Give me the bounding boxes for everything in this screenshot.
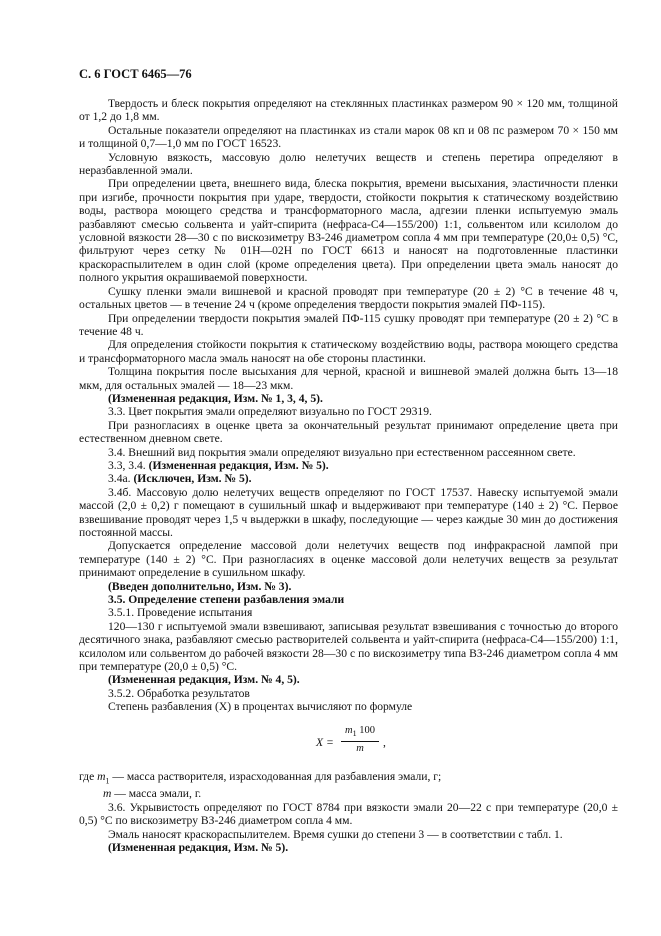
paragraph: 3.6. Укрывистость определяют по ГОСТ 8784 при вязкости эмали 20—22 с при температуре (20,0 ± 0,5) °С по вискозиметру ВЗ-246 диаметром сопла 4 мм.	[79, 800, 618, 828]
amendment-note	[79, 472, 618, 485]
subscript: 1	[105, 776, 110, 785]
paragraph: При определении твердости покрытия эмалей ПФ-115 сушку проводят при температуре (20 ± 2) °С в течение 48 ч.	[79, 311, 618, 338]
paragraph: Сушку пленки эмали вишневой и красной проводят при температуре (20 ± 2) °С в течение 48 ч, остальных цветов — в течение 24 ч (кроме определения твердости покрытия эмалей ПФ-115).	[79, 284, 618, 312]
paragraph: Толщина покрытия после высыхания для черной, красной и вишневой эмалей должна быть 13—18 мкм, для остальных эмалей — 18—23 мкм.	[79, 365, 618, 392]
bold-note: (Измененная редакция, Изм. № 5).	[108, 841, 289, 855]
page-header: С. 6 ГОСТ 6465—76	[79, 67, 192, 81]
legend-symbol: m	[97, 769, 106, 783]
note-text: (Измененная редакция, Изм. № 5).	[148, 458, 329, 472]
bold-note: (Измененная редакция, Изм. № 4, 5).	[108, 673, 300, 687]
formula-numerator	[341, 724, 379, 743]
paragraph: 120—130 г испытуемой эмали взвешивают, записывая результат взвешивания с точностью до второго десятичного знака, разбавляют смесью растворителей сольвента и уайт-спирита (нефраса-С4—155/200) 1:1, ксилолом или сольвентом до рабочей вязкости 28—30 с по вискозиметру типа ВЗ-246 диаметром сопла 4 мм при температуре (20,0 ± 0,5) °С.	[79, 619, 618, 674]
formula-comma: ,	[383, 735, 386, 749]
paragraph: 3.4. Внешний вид покрытия эмали определяют визуально при естественном рассеянном свете.	[108, 445, 576, 459]
note-number: 3.4а.	[108, 472, 134, 486]
paragraph: Твердость и блеск покрытия определяют на стеклянных пластинках размером 90 × 120 мм, толщиной от 1,2 до 1,8 мм.	[79, 97, 618, 124]
paragraph: При определении цвета, внешнего вида, блеска покрытия, времени высыхания, эластичности пленки при изгибе, прочности покрытия при ударе, твердости, стойкости покрытия к статическому воздействию воды, раствора моющего средства и трансформаторного масла, адгезии пленки испытуемую эмаль разбавляют смесью сольвента и уайт-спирита (нефраса-С4—155/200) 1:1, сольвентом или ксилолом до условной вязкости 28—30 с по вискозиметру ВЗ-246 диаметром сопла 4 мм при температуре (20,0± 0,5) °С, фильтруют через сетку № 01Н—02Н по ГОСТ 6613 и наносят на подготовленные пластинки краскораспылителем в один слой (кроме определения цвета). При определении цвета эмаль наносят до полного укрытия окрашиваемой поверхности.	[79, 177, 618, 285]
legend-text: — масса растворителя, израсходованная для разбавления эмали, г;	[109, 769, 442, 783]
legend-text: — масса эмали, г.	[111, 787, 202, 801]
legend-line	[79, 770, 618, 788]
paragraph: Степень разбавления (X) в процентах вычисляют по формуле	[108, 700, 413, 714]
formula-fraction	[341, 724, 379, 756]
paragraph: 3.5.2. Обработка результатов	[108, 686, 250, 700]
paragraph: 3.5.1. Проведение испытания	[108, 606, 253, 620]
document-body	[79, 97, 618, 854]
paragraph: Эмаль наносят краскораспылителем. Время сушки до степени 3 — в соответствии с табл. 1.	[108, 827, 563, 841]
note-number: 3.3, 3.4.	[108, 458, 149, 472]
var-m: m	[345, 724, 353, 736]
paragraph: Допускается определение массовой доли нелетучих веществ под инфракрасной лампой при температуре (140 ± 2) °С. При разногласиях в оценке массовой доли нелетучих веществ за результат принимают определение в сушильном шкафу.	[79, 539, 618, 580]
amendment-note	[79, 459, 618, 472]
formula	[79, 714, 618, 770]
legend-symbol: m	[103, 787, 112, 801]
number: 100	[356, 724, 375, 736]
subscript: 1	[352, 728, 357, 738]
bold-note: (Измененная редакция, Изм. № 1, 3, 4, 5).	[108, 391, 323, 405]
paragraph: Условную вязкость, массовую долю нелетучих веществ и степень перетира определяют в неразбавленной эмали.	[79, 150, 618, 178]
paragraph: 3.3. Цвет покрытия эмали определяют визуально по ГОСТ 29319.	[108, 405, 432, 419]
formula-lhs: X =	[316, 735, 334, 749]
paragraph: 3.4б. Массовую долю нелетучих веществ определяют по ГОСТ 17537. Навеску испытуемой эмали массой (2,0 ± 0,2) г помещают в сушильный шкаф и выдерживают при температуре (140 ± 2) °С. Первое взвешивание проводят через 1,5 ч выдержки в шкафу, последующие — через каждые 30 мин до достижения постоянной массы.	[79, 485, 618, 539]
legend-lead: где	[79, 769, 98, 783]
paragraph: При разногласиях в оценке цвета за окончательный результат принимают определение цвета при естественном дневном свете.	[79, 418, 618, 446]
note-text: (Исключен, Изм. № 5).	[133, 472, 252, 486]
bold-note: (Введен дополнительно, Изм. № 3).	[108, 579, 292, 593]
paragraph: Остальные показатели определяют на пластинках из стали марок 08 кп и 08 пс размером 70 × 150 мм и толщиной 0,7—1,0 мм по ГОСТ 16523.	[79, 123, 618, 151]
paragraph: Для определения стойкости покрытия к статическому воздействию воды, раствора моющего средства и трансформаторного масла эмаль наносят на обе стороны пластинки.	[79, 338, 618, 365]
legend-line	[79, 787, 618, 800]
formula-denominator: m	[356, 743, 364, 755]
bold-note: 3.5. Определение степени разбавления эмали	[108, 593, 345, 607]
